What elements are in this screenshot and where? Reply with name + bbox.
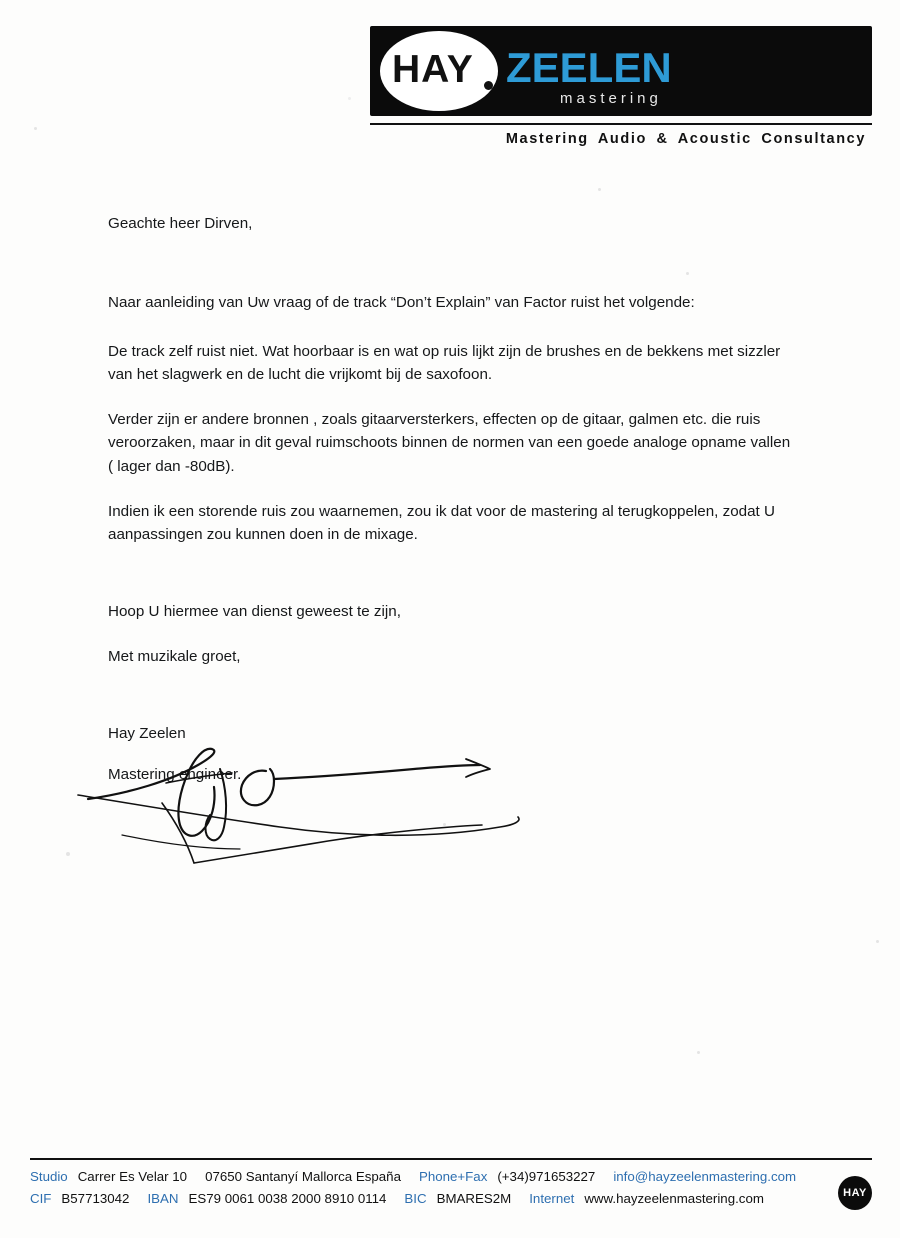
scan-speckle bbox=[348, 97, 351, 100]
paragraph-4: Indien ik een storende ruis zou waarnemen, zou ik dat voor de mastering al terugkoppelen, zodat U aanpassingen zou kunnen doen in de mixage. bbox=[108, 502, 775, 543]
closing-line-1: Hoop U hiermee van dienst geweest te zijn, bbox=[108, 602, 401, 620]
footer-studio-label: Studio bbox=[30, 1169, 68, 1185]
scan-speckle bbox=[598, 188, 601, 191]
paragraph-1: Naar aanleiding van Uw vraag of de track “Don’t Explain” van Factor ruist het volgende: bbox=[108, 294, 695, 312]
letter-body bbox=[108, 212, 798, 786]
company-logo bbox=[370, 26, 872, 116]
footer-cif: B57713042 bbox=[61, 1191, 130, 1207]
scan-speckle bbox=[697, 1051, 700, 1054]
signer-role: Mastering engineer. bbox=[108, 766, 242, 784]
footer-phone-label: Phone+Fax bbox=[418, 1169, 488, 1185]
footer-website[interactable]: www.hayzeelenmastering.com bbox=[584, 1191, 764, 1207]
scan-speckle bbox=[66, 852, 70, 856]
footer-hay-badge-icon: HAY bbox=[838, 1176, 872, 1210]
logo-zeelen-text: ZEELEN bbox=[506, 44, 672, 91]
logo-dot-icon bbox=[484, 81, 493, 90]
footer-email[interactable]: info@hayzeelenmastering.com bbox=[613, 1169, 797, 1185]
footer-bic: BMARES2M bbox=[436, 1191, 512, 1207]
paragraph-2: De track zelf ruist niet. Wat hoorbaar is en wat op ruis lijkt zijn de brushes en de bekkens met sizzler van het slagwerk en de lucht die vrijkomt bij de saxofoon. bbox=[108, 343, 781, 384]
footer-city: 07650 Santanyí Mallorca España bbox=[205, 1169, 401, 1185]
letterhead bbox=[370, 26, 872, 147]
closing-line-2: Met muzikale groet, bbox=[108, 647, 241, 665]
scan-speckle bbox=[34, 127, 37, 130]
footer-iban: ES79 0061 0038 2000 8910 0114 bbox=[188, 1191, 387, 1207]
footer-phone: (+34)971653227 bbox=[497, 1169, 596, 1185]
footer-divider bbox=[30, 1158, 872, 1160]
logo-hay-text: HAY bbox=[392, 48, 474, 91]
footer-address: Carrer Es Velar 10 bbox=[77, 1169, 188, 1185]
footer-iban-label: IBAN bbox=[147, 1191, 179, 1207]
footer-cif-label: CIF bbox=[30, 1191, 52, 1207]
letter-footer bbox=[30, 1158, 872, 1210]
spacer bbox=[108, 690, 798, 722]
letterhead-divider bbox=[370, 123, 872, 125]
letterhead-tagline: Mastering Audio & Acoustic Consultancy bbox=[505, 131, 866, 147]
paragraph-3: Verder zijn er andere bronnen , zoals gitaarversterkers, effecten op de gitaar, galmen etc. die ruis veroorzaken, maar in dit geval ruimschoots binnen de normen van een goede analoge opname vallen ( lager dan -80dB). bbox=[108, 411, 791, 475]
signer-name: Hay Zeelen bbox=[108, 725, 186, 743]
spacer bbox=[108, 568, 798, 600]
logo-mastering-text: mastering bbox=[560, 90, 662, 107]
footer-line-1 bbox=[30, 1166, 822, 1188]
scan-speckle bbox=[876, 940, 879, 943]
footer-internet-label: Internet bbox=[529, 1191, 575, 1207]
scan-speckle bbox=[443, 823, 446, 826]
footer-line-2 bbox=[30, 1188, 822, 1210]
footer-bic-label: BIC bbox=[404, 1191, 427, 1207]
salutation: Geachte heer Dirven, bbox=[108, 215, 253, 232]
